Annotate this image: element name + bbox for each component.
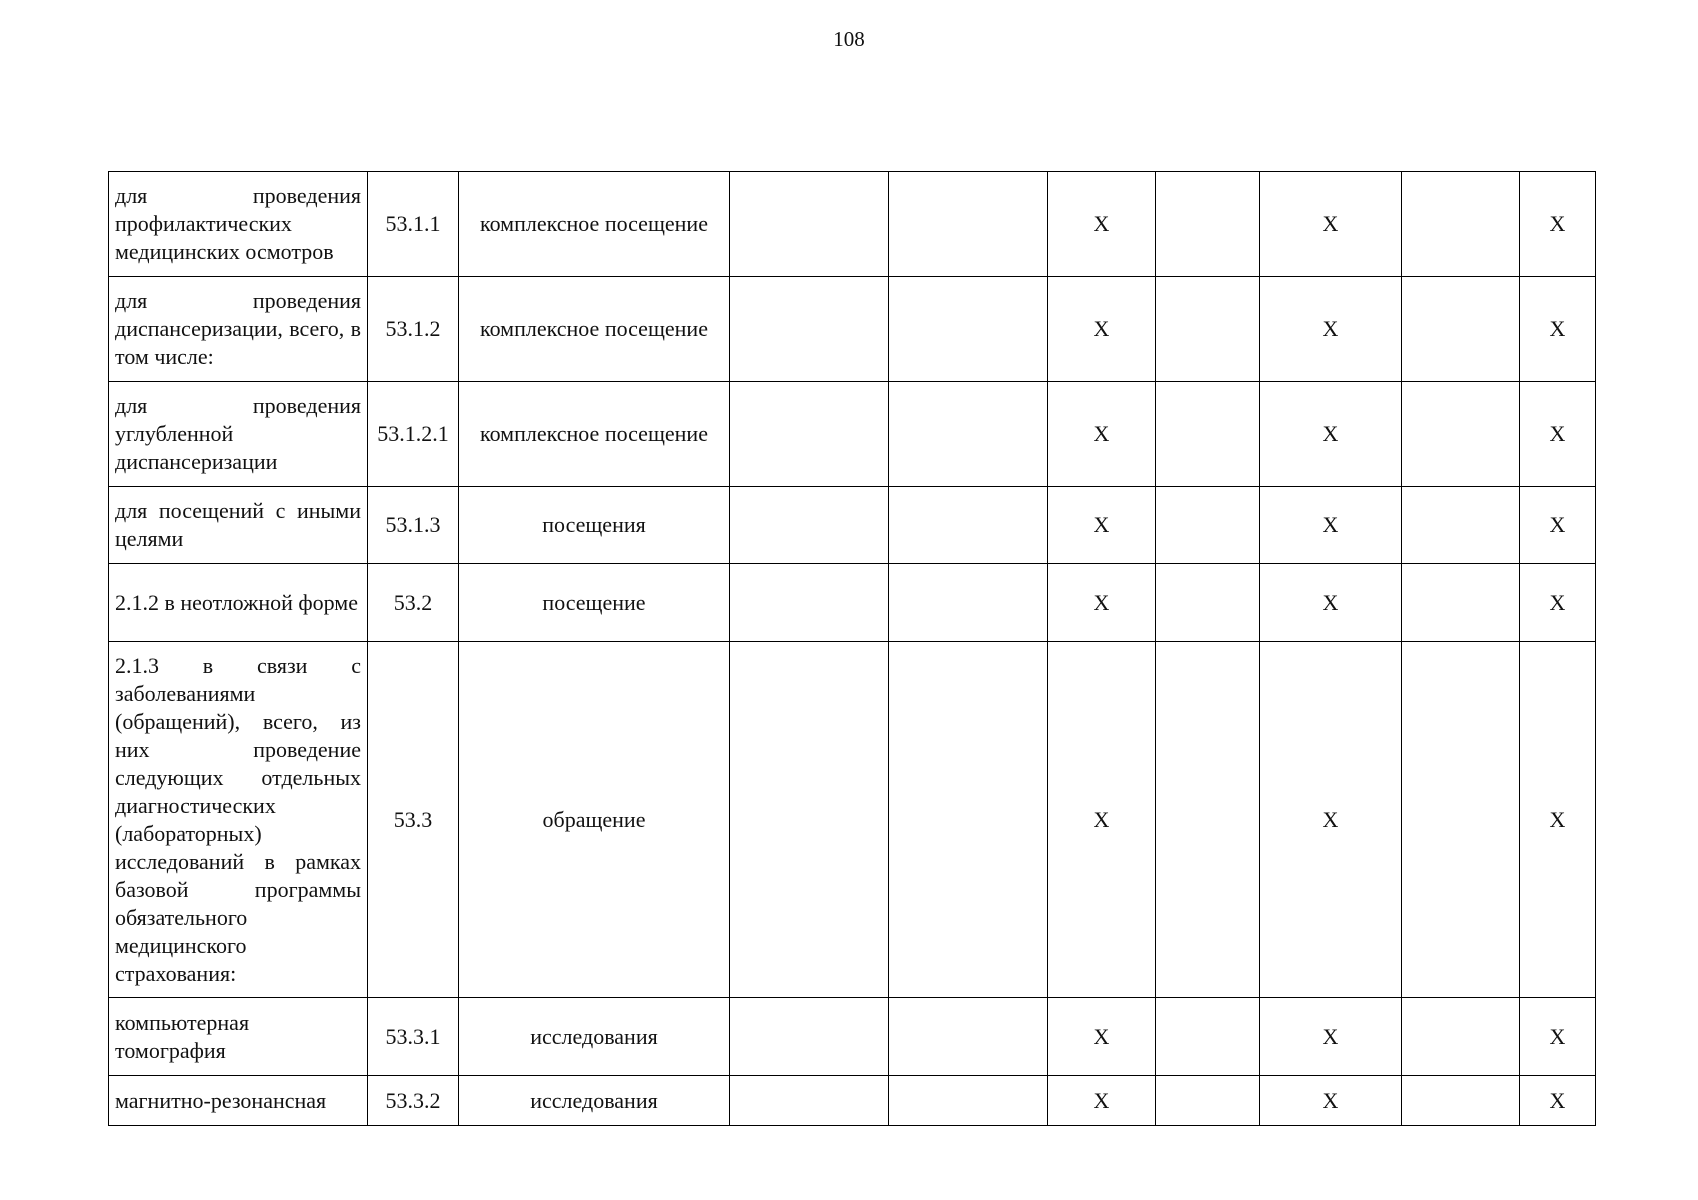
- row-code: 53.1.2.1: [368, 382, 459, 487]
- empty-cell: [730, 1076, 889, 1126]
- x-mark: X: [1260, 564, 1402, 642]
- empty-cell: [1402, 172, 1520, 277]
- x-mark: X: [1260, 172, 1402, 277]
- row-unit: посещения: [459, 487, 730, 564]
- row-name: магнитно-резонансная: [109, 1076, 368, 1126]
- empty-cell: [1402, 487, 1520, 564]
- empty-cell: [1402, 277, 1520, 382]
- row-unit: комплексное посещение: [459, 382, 730, 487]
- empty-cell: [1156, 998, 1260, 1076]
- data-table: [108, 171, 1596, 1126]
- table-row: [109, 1076, 1596, 1126]
- empty-cell: [1402, 382, 1520, 487]
- x-mark: X: [1520, 172, 1596, 277]
- table-row: [109, 642, 1596, 998]
- empty-cell: [730, 382, 889, 487]
- empty-cell: [730, 277, 889, 382]
- row-unit: комплексное посещение: [459, 172, 730, 277]
- x-mark: X: [1520, 487, 1596, 564]
- empty-cell: [889, 382, 1048, 487]
- empty-cell: [889, 277, 1048, 382]
- x-mark: X: [1260, 382, 1402, 487]
- table-row: [109, 998, 1596, 1076]
- empty-cell: [1402, 642, 1520, 998]
- empty-cell: [889, 487, 1048, 564]
- row-unit: исследования: [459, 998, 730, 1076]
- empty-cell: [889, 998, 1048, 1076]
- table-row: [109, 382, 1596, 487]
- table-row: [109, 487, 1596, 564]
- row-name: для посещений с иными целями: [109, 487, 368, 564]
- empty-cell: [730, 998, 889, 1076]
- x-mark: X: [1048, 642, 1156, 998]
- x-mark: X: [1520, 564, 1596, 642]
- x-mark: X: [1260, 277, 1402, 382]
- row-code: 53.1.3: [368, 487, 459, 564]
- x-mark: X: [1048, 564, 1156, 642]
- empty-cell: [1402, 998, 1520, 1076]
- row-code: 53.2: [368, 564, 459, 642]
- empty-cell: [889, 642, 1048, 998]
- x-mark: X: [1260, 642, 1402, 998]
- x-mark: X: [1260, 487, 1402, 564]
- x-mark: X: [1520, 642, 1596, 998]
- row-code: 53.3.1: [368, 998, 459, 1076]
- x-mark: X: [1520, 1076, 1596, 1126]
- row-name: компьютерная томография: [109, 998, 368, 1076]
- row-code: 53.1.1: [368, 172, 459, 277]
- row-code: 53.1.2: [368, 277, 459, 382]
- x-mark: X: [1048, 998, 1156, 1076]
- row-name: 2.1.3 в связи с заболеваниями (обращений), всего, из них проведение следующих отдельных диагностических (лабораторных) исследований в рамках базовой программы обязательного медицинского страхования:: [109, 642, 368, 998]
- row-unit: обращение: [459, 642, 730, 998]
- empty-cell: [1156, 277, 1260, 382]
- empty-cell: [730, 487, 889, 564]
- empty-cell: [1402, 564, 1520, 642]
- empty-cell: [889, 172, 1048, 277]
- row-unit: посещение: [459, 564, 730, 642]
- empty-cell: [1402, 1076, 1520, 1126]
- empty-cell: [1156, 564, 1260, 642]
- table-row: [109, 277, 1596, 382]
- row-code: 53.3: [368, 642, 459, 998]
- empty-cell: [1156, 487, 1260, 564]
- table-row: [109, 172, 1596, 277]
- empty-cell: [1156, 1076, 1260, 1126]
- row-name: для проведения диспансеризации, всего, в том числе:: [109, 277, 368, 382]
- empty-cell: [889, 564, 1048, 642]
- x-mark: X: [1260, 998, 1402, 1076]
- x-mark: X: [1520, 277, 1596, 382]
- empty-cell: [1156, 642, 1260, 998]
- empty-cell: [730, 564, 889, 642]
- empty-cell: [1156, 382, 1260, 487]
- x-mark: X: [1260, 1076, 1402, 1126]
- x-mark: X: [1520, 998, 1596, 1076]
- x-mark: X: [1520, 382, 1596, 487]
- row-name: 2.1.2 в неотложной форме: [109, 564, 368, 642]
- row-unit: комплексное посещение: [459, 277, 730, 382]
- x-mark: X: [1048, 382, 1156, 487]
- row-name: для проведения углубленной диспансеризации: [109, 382, 368, 487]
- x-mark: X: [1048, 487, 1156, 564]
- page-number: 108: [833, 27, 865, 51]
- empty-cell: [730, 642, 889, 998]
- row-code: 53.3.2: [368, 1076, 459, 1126]
- x-mark: X: [1048, 172, 1156, 277]
- row-unit: исследования: [459, 1076, 730, 1126]
- x-mark: X: [1048, 277, 1156, 382]
- empty-cell: [730, 172, 889, 277]
- table-row: [109, 564, 1596, 642]
- empty-cell: [1156, 172, 1260, 277]
- empty-cell: [889, 1076, 1048, 1126]
- row-name: для проведения профилактических медицинских осмотров: [109, 172, 368, 277]
- x-mark: X: [1048, 1076, 1156, 1126]
